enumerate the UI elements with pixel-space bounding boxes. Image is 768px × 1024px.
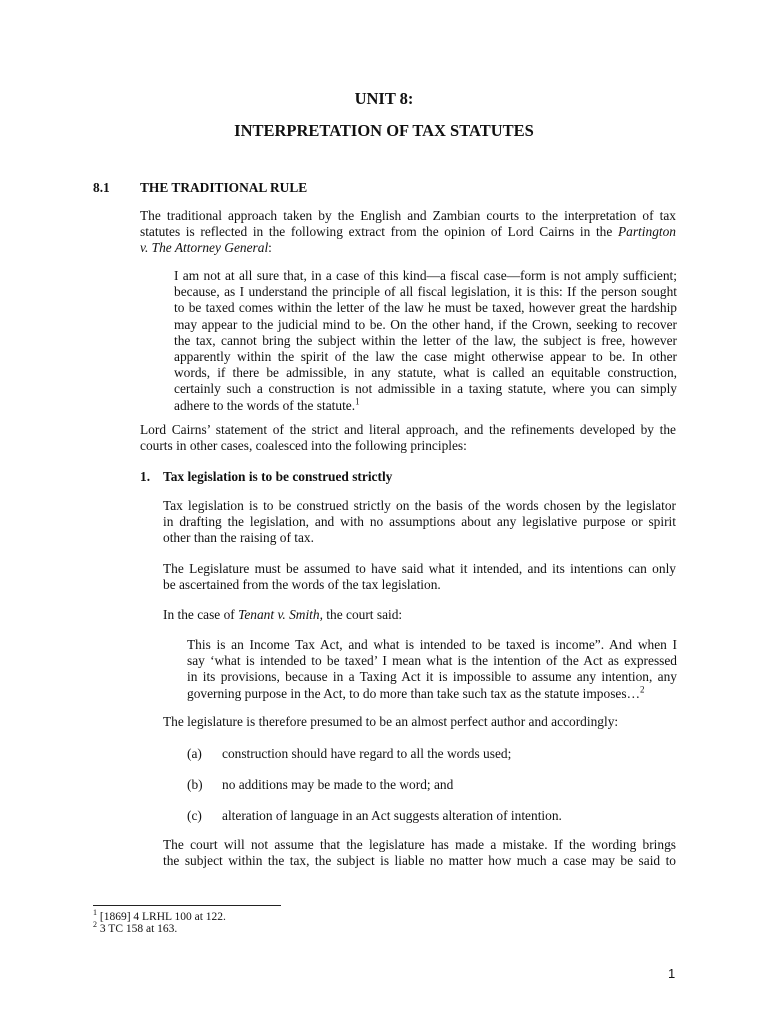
footnote-ref: 2 — [639, 684, 645, 695]
unit-title: UNIT 8: — [354, 89, 414, 108]
closing-paragraph — [163, 837, 676, 869]
quote-line: say ‘what is intended to be taxed’ I mean what is the intention of the Act as expressed — [187, 653, 677, 669]
paragraph-line: The court will not assume that the legislature has made a mistake. If the wording brings — [163, 837, 676, 852]
footnote: $^2$ 3 TC 158 at 163. — [93, 920, 178, 935]
section-title: THE TRADITIONAL RULE — [140, 180, 308, 195]
page-number: 1 — [668, 966, 676, 981]
footnote-separator — [93, 905, 281, 906]
paragraph-line: in drafting the legislation, and with no assumptions about any legislative purpose or spirit — [163, 514, 676, 530]
quote-line: may appear to the judicial mind to be. On the other hand, if the Crown, seeking to recover — [174, 316, 677, 332]
principle-paragraph-1 — [163, 498, 676, 547]
intro-paragraph — [140, 208, 676, 257]
quote-line: in its provisions, because in a Taxing Act it is impossible to assume any intention, any — [187, 669, 677, 685]
summary-line: Lord Cairns’ statement of the strict and literal approach, and the refinements developed by the — [140, 422, 676, 437]
summary-paragraph — [140, 422, 676, 454]
summary-line: courts in other cases, coalesced into the following principles: — [140, 438, 467, 454]
footnote: $^1$ [1869] 4 LRHL 100 at 122. — [93, 908, 226, 923]
quote-line: This is an Income Tax Act, and what is intended to be taxed is income”. And when I — [187, 637, 677, 652]
case-citation: v. The Attorney General — [140, 240, 269, 256]
list-item: alteration of language in an Act suggests alteration of intention. — [222, 808, 562, 823]
paragraph-line: other than the raising of tax. — [163, 530, 314, 546]
quote-line: certainly such a construction is not admissible in a taxing statute, where you can simply — [174, 381, 677, 397]
quote-line: the tax, cannot bring the subject within the letter of the law, the subject is free, however — [174, 332, 677, 348]
intro-line: v. The Attorney General: — [140, 240, 272, 256]
section-number: 8.1 — [93, 180, 110, 195]
list-marker: (c) — [187, 808, 202, 823]
principle-paragraph-2 — [163, 561, 676, 593]
footnote-ref: 1 — [355, 396, 360, 407]
principle-number: 1. — [140, 469, 151, 484]
quote-line: adhere to the words of the statute.$^1$ — [174, 396, 360, 413]
paragraph-line: the subject within the tax, the subject is liable no matter how much a case may be said to — [163, 853, 676, 869]
case-intro-line: In the case of Tenant v. Smith, the court said: — [163, 607, 403, 622]
paragraph-line: be ascertained from the words of the tax legislation. — [163, 577, 441, 593]
quote-line: governing purpose in the Act, to do more than take such tax as the statute imposes…$^2$ — [187, 684, 645, 701]
list-marker: (b) — [187, 777, 203, 792]
lord-cairns-quote — [174, 268, 677, 414]
intro-line: The traditional approach taken by the English and Zambian courts to the interpretation of tax — [140, 208, 676, 223]
presumed-paragraph: The legislature is therefore presumed to be an almost perfect author and accordingly: — [163, 714, 619, 729]
list-item: no additions may be made to the word; and — [222, 777, 454, 792]
principle-title: Tax legislation is to be construed strictly — [163, 469, 393, 484]
footnote-number: 2 — [93, 920, 97, 930]
paragraph-line: Tax legislation is to be construed strictly on the basis of the words chosen by the legislator — [163, 498, 676, 513]
case-citation: Partington — [617, 224, 676, 240]
unit-subtitle: INTERPRETATION OF TAX STATUTES — [234, 121, 534, 140]
paragraph-line: The Legislature must be assumed to have said what it intended, and its intentions can only — [163, 561, 676, 576]
list-item: construction should have regard to all the words used; — [222, 746, 512, 761]
quote-line: to be taxed comes within the letter of the law he must be taxed, however great the hardship — [174, 300, 677, 316]
case-citation: Tenant v. Smith, — [238, 607, 323, 622]
footnote-number: 1 — [93, 908, 97, 918]
quote-line: I am not at all sure that, in a case of this kind—a fiscal case—form is not amply sufficient; — [174, 268, 677, 283]
quote-line: because, as I understand the principle of all fiscal legislation, it is this: If the person sought — [174, 284, 677, 300]
list-marker: (a) — [187, 746, 202, 761]
quote-line: words, if there be admissible, in any statute, what is called an equitable construction, — [174, 365, 677, 381]
quote-line: apparently within the spirit of the law the case might otherwise appear to be. In other — [174, 349, 677, 365]
intro-line: statutes is reflected in the following extract from the opinion of Lord Cairns in the Partington — [140, 224, 676, 240]
tenant-smith-quote — [187, 637, 677, 702]
